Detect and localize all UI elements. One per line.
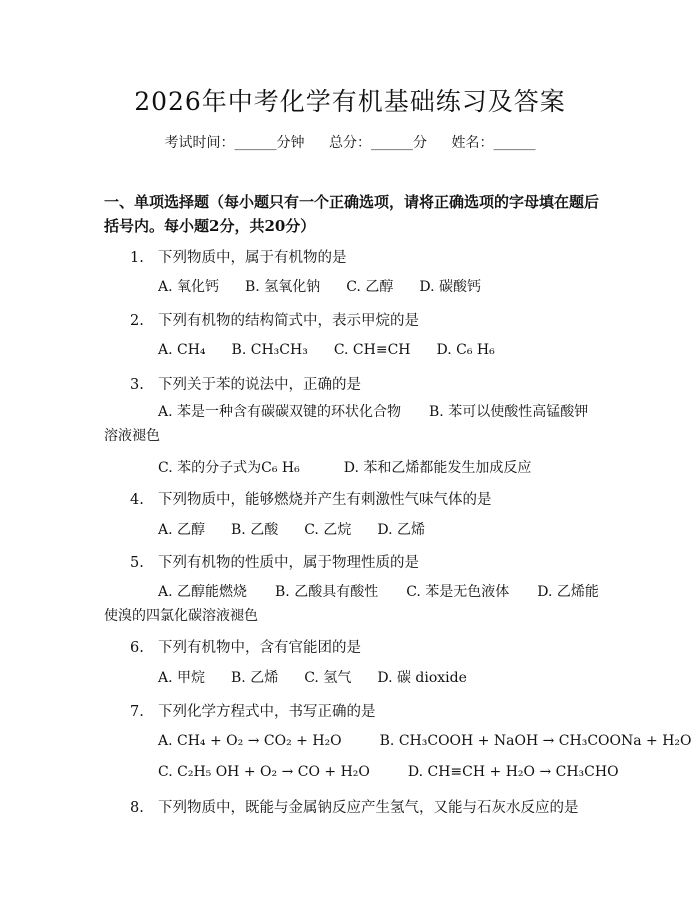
option-a: A. 乙醇 — [158, 522, 206, 538]
section-heading: 一、单项选择题（每小题只有一个正确选项，请将正确选项的字母填在题后括号内。每小题2分，共20分） — [104, 193, 600, 235]
question-stem: 下列物质中，既能与金属钠反应产生氢气，又能与石灰水反应的是 — [158, 800, 579, 816]
option-c: C. C₂H₅ OH + O₂ → CO + H₂O — [158, 764, 370, 780]
question-7-options-ab — [158, 733, 700, 749]
option-d: D. 碳 dioxide — [377, 670, 467, 686]
question-stem: 下列物质中，能够燃烧并产生有刺激性气味气体的是 — [158, 492, 492, 508]
question-8 — [130, 796, 579, 817]
total-score-field: 总分：______分 — [329, 135, 427, 151]
question-3-options-ab: A. 苯是一种含有碳碳双键的环状化合物 B. 苯可以使酸性高锰酸钾溶液褪色 — [104, 404, 589, 444]
option-b: B. CH₃COOH + NaOH → CH₃COONa + H₂O — [379, 733, 692, 749]
question-5 — [130, 551, 419, 572]
option-b: B. 乙烯 — [231, 670, 279, 686]
question-number: 6. — [130, 640, 144, 656]
question-7 — [130, 700, 376, 721]
option-a: A. 甲烷 — [158, 670, 206, 686]
option-b: B. CH₃CH₃ — [231, 342, 308, 358]
exam-time-field: 考试时间：______分钟 — [164, 135, 305, 151]
question-1 — [130, 246, 347, 267]
question-number: 7. — [130, 704, 144, 720]
option-b: B. 氢氧化钠 — [245, 279, 321, 295]
option-c: C. 乙醇 — [346, 279, 394, 295]
question-number: 2. — [130, 313, 144, 329]
option-a: A. CH₄ — [158, 342, 206, 358]
page-title: 2026年中考化学有机基础练习及答案 — [134, 87, 566, 116]
question-7-options-cd — [158, 764, 645, 780]
option-d: D. C₆ H₆ — [436, 342, 495, 358]
option-c: C. 氢气 — [304, 670, 352, 686]
student-name-field: 姓名：______ — [451, 135, 536, 151]
question-stem: 下列物质中，属于有机物的是 — [158, 250, 347, 266]
question-stem: 下列化学方程式中，书写正确的是 — [158, 704, 376, 720]
question-6-options — [158, 667, 493, 687]
question-2-options — [158, 342, 521, 358]
question-6 — [130, 636, 361, 657]
question-number: 5. — [130, 555, 144, 571]
question-stem: 下列关于苯的说法中，正确的是 — [158, 377, 361, 393]
question-2 — [130, 309, 419, 330]
option-c: C. 苯的分子式为C₆ H₆ — [158, 460, 300, 476]
option-b: B. 乙酸 — [231, 522, 279, 538]
option-d: D. 乙烯 — [377, 522, 425, 538]
option-a: A. CH₄ + O₂ → CO₂ + H₂O — [158, 733, 342, 749]
question-number: 8. — [130, 800, 144, 816]
question-3-options-cd — [158, 457, 557, 477]
question-4-options — [158, 519, 451, 539]
option-a: A. 氧化钙 — [158, 279, 220, 295]
question-3 — [130, 373, 361, 394]
question-5-options: A. 乙醇能燃烧 B. 乙酸具有酸性 C. 苯是无色液体 D. 乙烯能使溴的四氯化碳溶液褪色 — [104, 584, 599, 624]
option-c: C. CH≡CH — [333, 342, 411, 358]
question-number: 1. — [130, 250, 144, 266]
question-number: 3. — [130, 377, 144, 393]
option-d: D. 碳酸钙 — [419, 279, 481, 295]
exam-meta — [0, 132, 700, 152]
option-d: D. CH≡CH + H₂O → CH₃CHO — [407, 764, 619, 780]
question-stem: 下列有机物的性质中，属于物理性质的是 — [158, 555, 419, 571]
question-number: 4. — [130, 492, 144, 508]
question-4 — [130, 488, 492, 509]
option-c: C. 乙烷 — [304, 522, 352, 538]
option-d: D. 苯和乙烯都能发生加成反应 — [343, 460, 532, 476]
question-stem: 下列有机物中，含有官能团的是 — [158, 640, 361, 656]
question-1-options — [158, 276, 507, 296]
question-stem: 下列有机物的结构简式中，表示甲烷的是 — [158, 313, 419, 329]
